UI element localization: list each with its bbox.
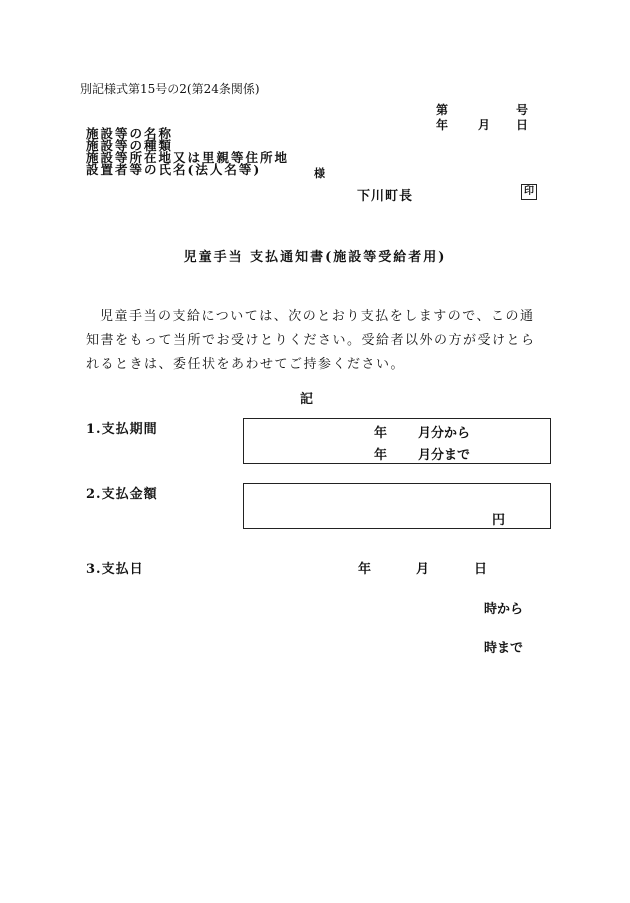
issue-day-label: 日 (516, 118, 529, 132)
period-year-1: 年 (374, 426, 388, 441)
payment-period-label: 1.支払期間 (86, 422, 158, 437)
notice-body (86, 305, 536, 377)
payment-date-label: 3.支払日 (86, 562, 144, 577)
official-seal: 印 (521, 184, 537, 200)
time-from: 時から (484, 602, 524, 617)
period-year-2: 年 (374, 448, 388, 463)
payment-date-year: 年 (358, 562, 372, 577)
doc-number-suffix: 号 (516, 103, 529, 117)
form-number: 別記様式第15号の2(第24条関係) (80, 82, 260, 96)
amount-unit: 円 (492, 513, 506, 528)
facility-address-label: 施設等所在地又は里親等住所地 (86, 150, 290, 165)
document-title: 児童手当 支払通知書(施設等受給者用) (183, 250, 447, 265)
period-to: 月分まで (418, 448, 471, 463)
doc-number-prefix: 第 (436, 103, 449, 117)
ki-heading: 記 (300, 392, 314, 407)
issue-year-label: 年 (436, 118, 449, 132)
issue-month-label: 月 (478, 118, 491, 132)
facility-name-label: 施設等の名称 (86, 126, 174, 141)
facility-type-label: 施設等の種類 (86, 138, 174, 153)
issuer-name: 下川町長 (357, 189, 414, 204)
honorific: 様 (314, 167, 325, 180)
time-to: 時まで (484, 641, 524, 656)
notice-body-text: 児童手当の支給については、次のとおり支払をしますので、この通知書をもって当所でお受けとりください。受給者以外の方が受けとられるときは、委任状をあわせてご持参ください。 (86, 309, 536, 372)
period-from: 月分から (418, 426, 471, 441)
payment-date-day: 日 (474, 562, 488, 577)
payment-period-box (243, 418, 551, 464)
owner-name-label: 設置者等の氏名(法人名等) (86, 162, 262, 177)
payment-amount-label: 2.支払金額 (86, 487, 158, 502)
payment-date-month: 月 (416, 562, 430, 577)
